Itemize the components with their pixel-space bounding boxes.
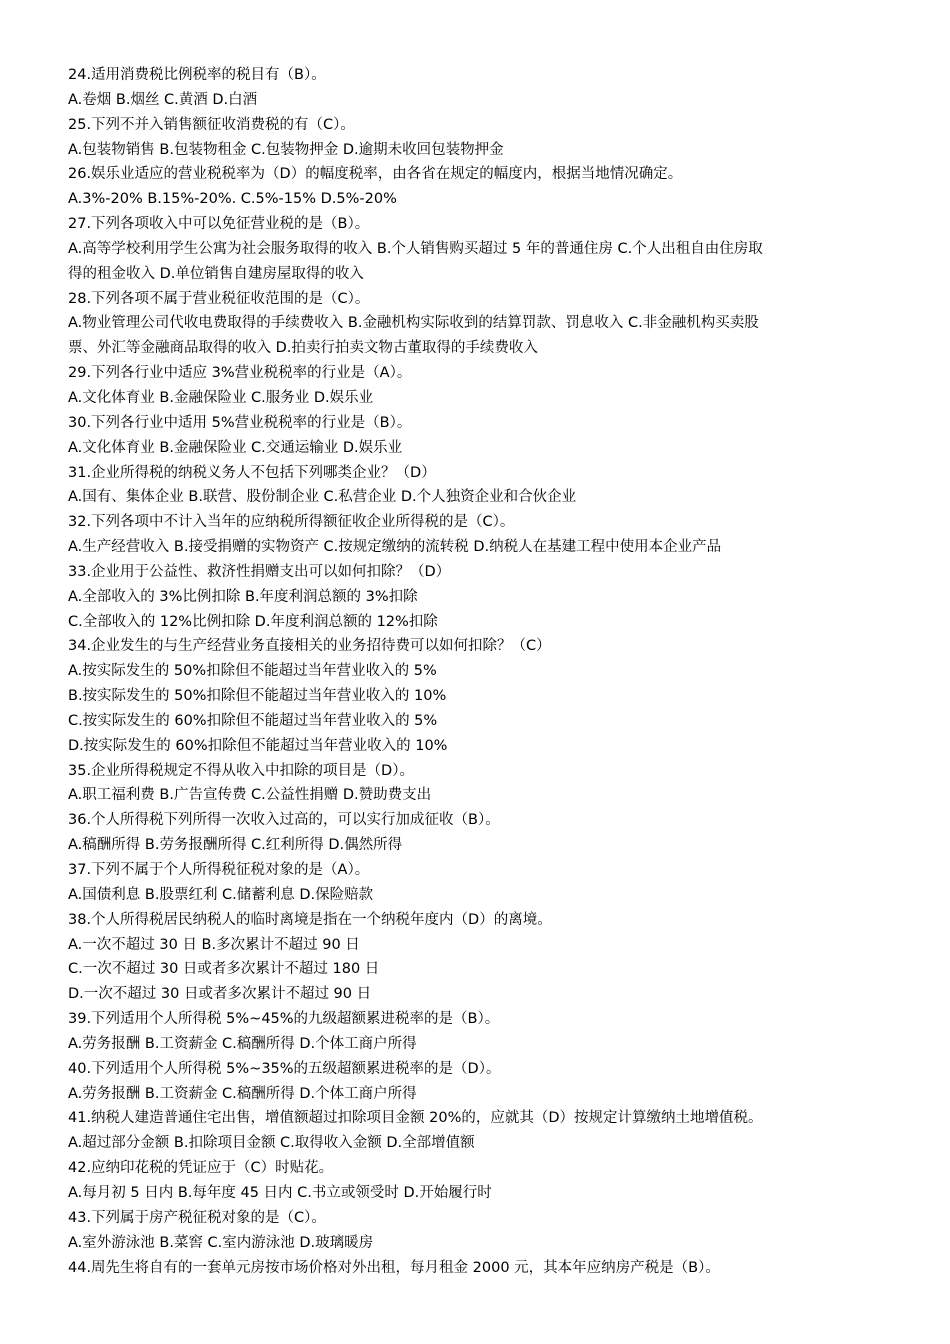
question-line: 29.下列各行业中适应 3%营业税税率的行业是（A）。	[68, 365, 412, 382]
question-line: 34.企业发生的与生产经营业务直接相关的业务招待费可以如何扣除？（C）	[68, 638, 551, 655]
option-line: A.高等学校利用学生公寓为社会服务取得的收入 B.个人销售购买超过 5 年的普通住房 C.个人出租自由住房取	[68, 240, 763, 257]
option-line: C.按实际发生的 60%扣除但不能超过当年营业收入的 5%	[68, 712, 438, 729]
option-line: A.全部收入的 3%比例扣除 B.年度利润总额的 3%扣除	[68, 588, 418, 605]
option-line: A.职工福利费 B.广告宣传费 C.公益性捐赠 D.赞助费支出	[68, 787, 432, 804]
question-line: 43.下列属于房产税征税对象的是（C）。	[68, 1209, 326, 1226]
option-line: C.全部收入的 12%比例扣除 D.年度利润总额的 12%扣除	[68, 613, 438, 630]
question-line: 38.个人所得税居民纳税人的临时离境是指在一个纳税年度内（D）的离境。	[68, 911, 552, 928]
option-line: C.一次不超过 30 日或者多次累计不超过 180 日	[68, 961, 380, 978]
option-line: D.一次不超过 30 日或者多次累计不超过 90 日	[68, 986, 372, 1003]
option-line: A.国有、集体企业 B.联营、股份制企业 C.私营企业 D.个人独资企业和合伙企业	[68, 489, 577, 506]
option-line: A.卷烟 B.烟丝 C.黄酒 D.白酒	[68, 91, 258, 108]
option-line: 得的租金收入 D.单位销售自建房屋取得的收入	[68, 265, 364, 282]
option-line: A.超过部分金额 B.扣除项目金额 C.取得收入金额 D.全部增值额	[68, 1135, 475, 1152]
question-line: 37.下列不属于个人所得税征税对象的是（A）。	[68, 862, 370, 878]
question-line: 39.下列适用个人所得税 5%~45%的九级超额累进税率的是（B）。	[68, 1011, 500, 1028]
option-line: A.每月初 5 日内 B.每年度 45 日内 C.书立或领受时 D.开始履行时	[68, 1184, 492, 1201]
option-line: A.国债利息 B.股票红利 C.储蓄利息 D.保险赔款	[68, 886, 374, 903]
question-line: 35.企业所得税规定不得从收入中扣除的项目是（D）。	[68, 762, 414, 779]
option-line: A.室外游泳池 B.菜窖 C.室内游泳池 D.玻璃暖房	[68, 1234, 374, 1251]
question-line: 26.娱乐业适应的营业税税率为（D）的幅度税率，由各省在规定的幅度内，根据当地情况确定。	[68, 166, 683, 183]
option-line: A.3%-20% B.15%-20%. C.5%-15% D.5%-20%	[68, 191, 397, 208]
question-line: 32.下列各项中不计入当年的应纳税所得额征收企业所得税的是（C）。	[68, 514, 515, 531]
option-line: B.按实际发生的 50%扣除但不能超过当年营业收入的 10%	[68, 688, 447, 705]
option-line: A.物业管理公司代收电费取得的手续费收入 B.金融机构实际收到的结算罚款、罚息收入 C.非金融机构买卖股	[68, 315, 759, 332]
option-line: A.劳务报酬 B.工资薪金 C.稿酬所得 D.个体工商户所得	[68, 1035, 417, 1052]
option-line: A.劳务报酬 B.工资薪金 C.稿酬所得 D.个体工商户所得	[68, 1085, 417, 1102]
option-line: A.稿酬所得 B.劳务报酬所得 C.红利所得 D.偶然所得	[68, 837, 403, 854]
question-line: 27.下列各项收入中可以免征营业税的是（B）。	[68, 216, 370, 233]
question-line: 28.下列各项不属于营业税征收范围的是（C）。	[68, 290, 370, 307]
question-list	[68, 63, 890, 1280]
option-line: A.文化体育业 B.金融保险业 C.交通运输业 D.娱乐业	[68, 439, 403, 456]
option-line: A.一次不超过 30 日 B.多次累计不超过 90 日	[68, 936, 360, 953]
question-line: 41.纳税人建造普通住宅出售，增值额超过扣除项目金额 20%的，应就其（D）按规定计算缴纳土地增值税。	[68, 1110, 763, 1127]
option-line: 票、外汇等金融商品取得的收入 D.拍卖行拍卖文物古董取得的手续费收入	[68, 340, 538, 357]
option-line: D.按实际发生的 60%扣除但不能超过当年营业收入的 10%	[68, 737, 448, 754]
question-line: 42.应纳印花税的凭证应于（C）时贴花。	[68, 1160, 334, 1177]
question-line: 44.周先生将自有的一套单元房按市场价格对外出租，每月租金 2000 元，其本年应纳房产税是（B）。	[68, 1259, 720, 1276]
question-line: 40.下列适用个人所得税 5%~35%的五级超额累进税率的是（D）。	[68, 1060, 501, 1077]
option-line: A.文化体育业 B.金融保险业 C.服务业 D.娱乐业	[68, 389, 374, 406]
option-line: A.生产经营收入 B.接受捐赠的实物资产 C.按规定缴纳的流转税 D.纳税人在基建工程中使用本企业产品	[68, 539, 722, 556]
question-line: 24.适用消费税比例税率的税目有（B）。	[68, 67, 326, 83]
question-line: 25.下列不并入销售额征收消费税的有（C）。	[68, 116, 355, 133]
question-line: 31.企业所得税的纳税义务人不包括下列哪类企业？（D）	[68, 464, 436, 481]
question-line: 33.企业用于公益性、救济性捐赠支出可以如何扣除？（D）	[68, 563, 451, 580]
option-line: A.包装物销售 B.包装物租金 C.包装物押金 D.逾期未收回包装物押金	[68, 141, 504, 158]
question-line: 36.个人所得税下列所得一次收入过高的，可以实行加成征收（B）。	[68, 812, 500, 829]
question-line: 30.下列各行业中适用 5%营业税税率的行业是（B）。	[68, 414, 412, 431]
option-line: A.按实际发生的 50%扣除但不能超过当年营业收入的 5%	[68, 663, 437, 680]
